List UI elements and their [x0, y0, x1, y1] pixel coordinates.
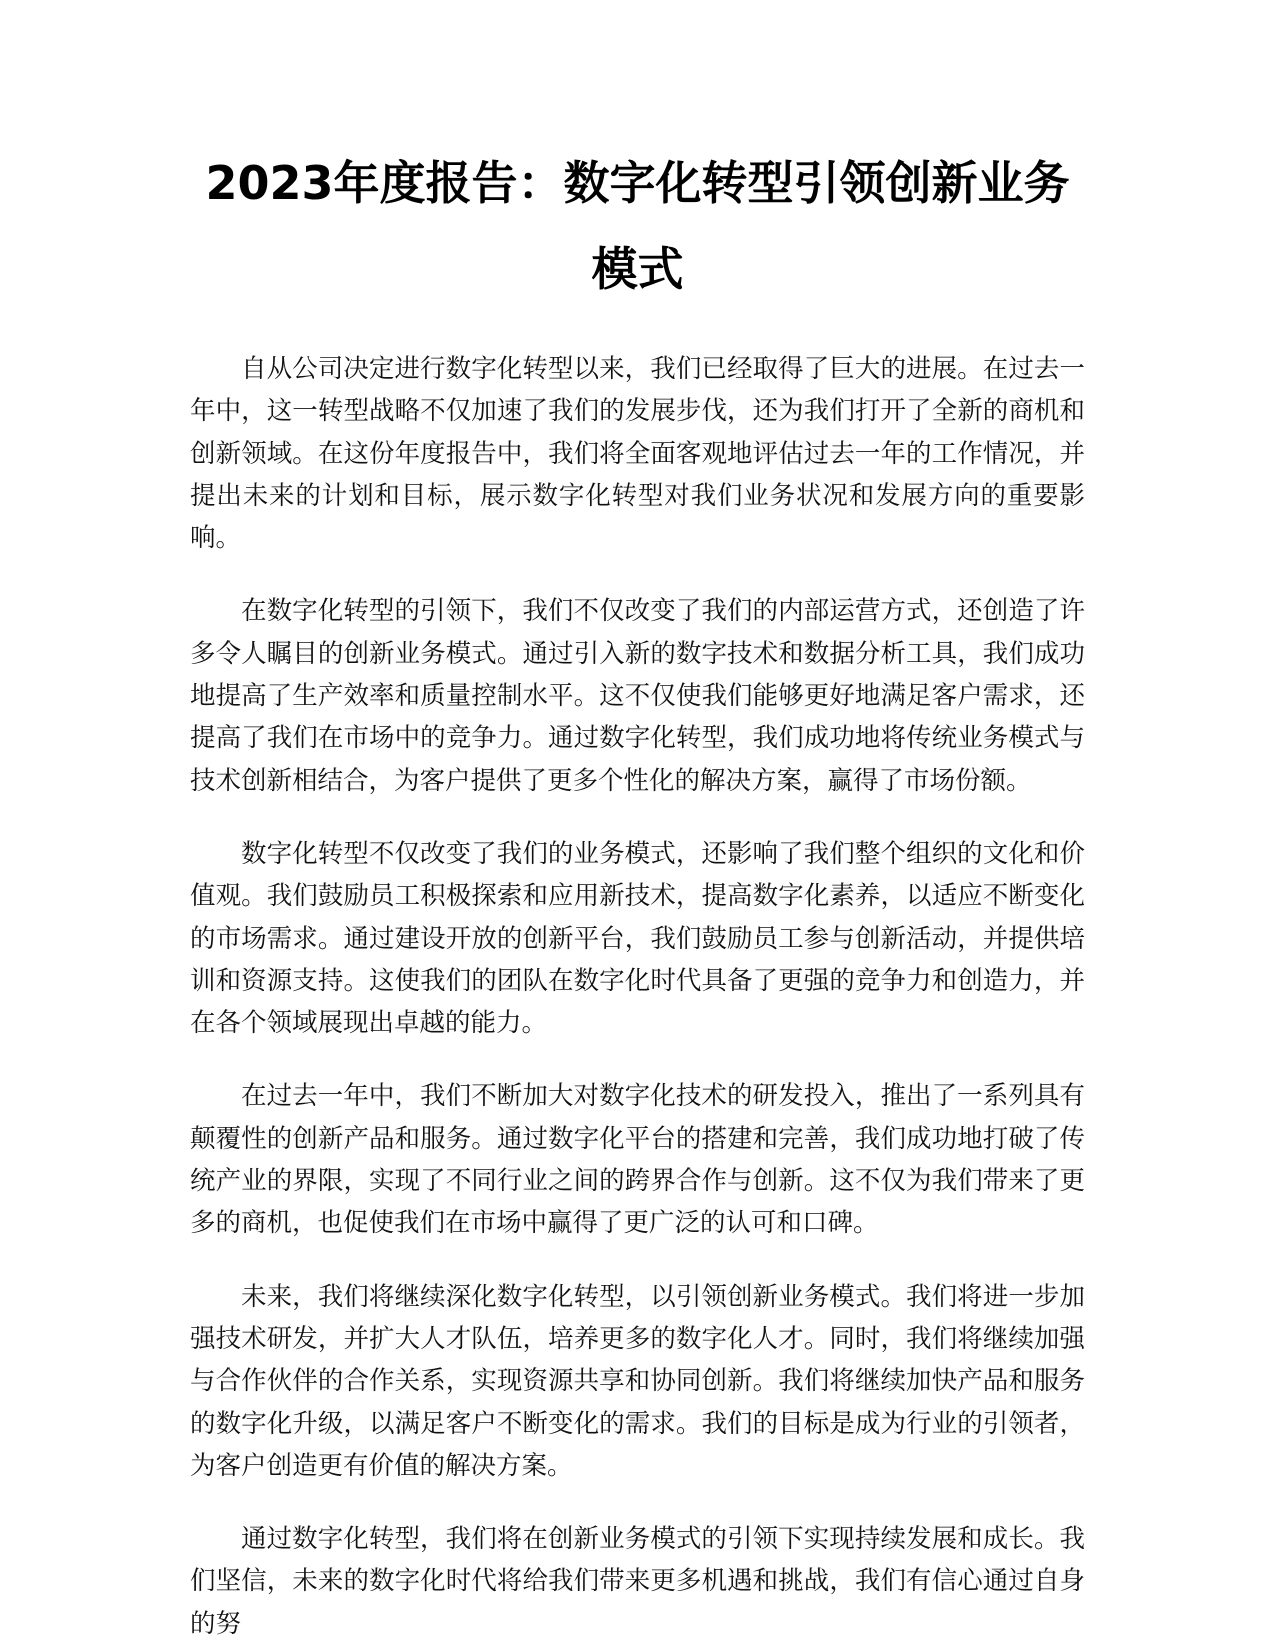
- paragraph-5: 未来，我们将继续深化数字化转型，以引领创新业务模式。我们将进一步加强技术研发，并扩大人才队伍，培养更多的数字化人才。同时，我们将继续加强与合作伙伴的合作关系，实现资源共享和协同创新。我们将继续加快产品和服务的数字化升级，以满足客户不断变化的需求。我们的目标是成为行业的引领者，为客户创造更有价值的解决方案。: [190, 1281, 1085, 1481]
- paragraph-1: 自从公司决定进行数字化转型以来，我们已经取得了巨大的进展。在过去一年中，这一转型战略不仅加速了我们的发展步伐，还为我们打开了全新的商机和创新领域。在这份年度报告中，我们将全面客观地评估过去一年的工作情况，并提出未来的计划和目标，展示数字化转型对我们业务状况和发展方向的重要影响。: [190, 354, 1085, 554]
- paragraph-2: 在数字化转型的引领下，我们不仅改变了我们的内部运营方式，还创造了许多令人瞩目的创新业务模式。通过引入新的数字技术和数据分析工具，我们成功地提高了生产效率和质量控制水平。这不仅使我们能够更好地满足客户需求，还提高了我们在市场中的竞争力。通过数字化转型，我们成功地将传统业务模式与技术创新相结合，为客户提供了更多个性化的解决方案，赢得了市场份额。: [190, 596, 1085, 796]
- document-title: 2023年度报告：数字化转型引领创新业务模式: [205, 156, 1070, 296]
- document-body: [190, 348, 1085, 1645]
- paragraph-6: 通过数字化转型，我们将在创新业务模式的引领下实现持续发展和成长。我们坚信，未来的数字化时代将给我们带来更多机遇和挑战，我们有信心通过自身的努: [190, 1524, 1085, 1639]
- paragraph-4: 在过去一年中，我们不断加大对数字化技术的研发投入，推出了一系列具有颠覆性的创新产品和服务。通过数字化平台的搭建和完善，我们成功地打破了传统产业的界限，实现了不同行业之间的跨界合作与创新。这不仅为我们带来了更多的商机，也促使我们在市场中赢得了更广泛的认可和口碑。: [190, 1081, 1085, 1239]
- paragraph-3: 数字化转型不仅改变了我们的业务模式，还影响了我们整个组织的文化和价值观。我们鼓励员工积极探索和应用新技术，提高数字化素养，以适应不断变化的市场需求。通过建设开放的创新平台，我们鼓励员工参与创新活动，并提供培训和资源支持。这使我们的团队在数字化时代具备了更强的竞争力和创造力，并在各个领域展现出卓越的能力。: [190, 838, 1085, 1039]
